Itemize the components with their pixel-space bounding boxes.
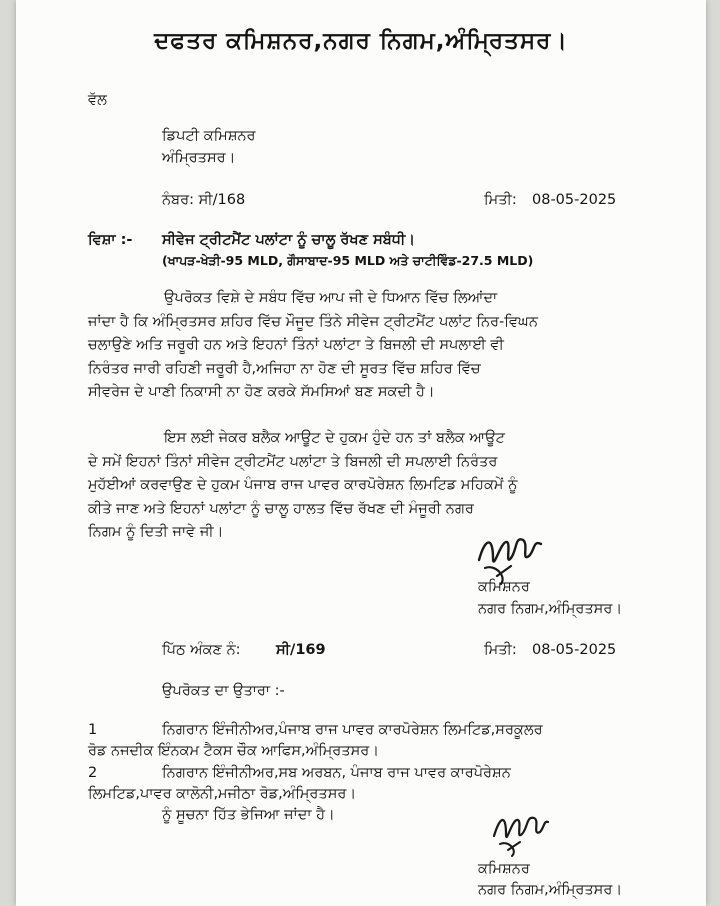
signature-mark <box>488 808 552 860</box>
signatory-title: ਕਮਿਸ਼ਨਰ <box>478 579 530 595</box>
letter-page <box>16 0 706 906</box>
paragraph-line: ਦੇ ਸਮੇਂ ਇਹਨਾਂ ਤਿੰਨਾਂ ਸੀਵੇਜ ਟ੍ਰੀਟਮੈਂਟ ਪਲਾਂਟਾ ਤੇ ਬਿਜਲੀ ਦੀ ਸਪਲਾਈ ਨਿਰੰਤਰ <box>88 453 498 470</box>
paragraph-line: ਨਿਰੰਤਰ ਜਾਰੀ ਰਹਿਣੀ ਜਰੂਰੀ ਹੈ,ਅਜਿਹਾ ਨਾ ਹੋਣ ਦੀ ਸੂਰਤ ਵਿੱਚ ਸ਼ਹਿਰ ਵਿੱਚ <box>88 360 481 377</box>
recipient-line: ਨਿਗਰਾਨ ਇੰਜੀਨੀਅਰ,ਸਬ ਅਰਬਨ, ਪੰਜਾਬ ਰਾਜ ਪਾਵਰ ਕਾਰਪੋਰੇਸ਼ਨ <box>162 765 511 781</box>
endorsement-number-label: ਪਿੱਠ ਅੰਕਣ ਨੰ: <box>162 642 241 658</box>
paragraph-line: ਸੀਵਰੇਜ ਦੇ ਪਾਣੀ ਨਿਕਾਸੀ ਨਾ ਹੋਣ ਕਰਕੇ ਸੱਮਸਿਆਂ ਬਣ ਸਕਦੀ ਹੈ। <box>88 384 435 400</box>
recipient-line: ਨਿਗਰਾਨ ਇੰਜੀਨੀਅਰ,ਪੰਜਾਬ ਰਾਜ ਪਾਵਰ ਕਾਰਪੋਰੇਸ਼ਨ ਲਿਮਟਿਡ,ਸਰਕੂਲਰ <box>162 722 543 738</box>
information-line: ਨੂੰ ਸੂਚਨਾ ਹਿੱਤ ਭੇਜਿਆ ਜਾਂਦਾ ਹੈ। <box>162 807 335 823</box>
recipient-number: 1 <box>88 722 98 738</box>
subject-detail: (ਖਾਪੜ-ਖੇੜੀ-95 MLD, ਗੌਸਾਬਾਦ-95 MLD ਅਤੇ ਚਾਟੀਵਿੰਡ-27.5 MLD) <box>162 253 534 268</box>
letter-date: 08-05-2025 <box>532 192 617 208</box>
signatory-title: ਕਮਿਸ਼ਨਰ <box>478 861 530 877</box>
addressee-line1: ਡਿਪਟੀ ਕਮਿਸ਼ਨਰ <box>162 128 256 144</box>
copy-forwarded-line: ਉਪਰੋਕਤ ਦਾ ਉਤਾਰਾ :- <box>162 683 285 699</box>
office-title: ਦਫਤਰ ਕਮਿਸ਼ਨਰ,ਨਗਰ ਨਿਗਮ,ਅੰਮ੍ਰਿਤਸਰ। <box>154 28 568 54</box>
paragraph-line: ਉਪਰੋਕਤ ਵਿਸ਼ੇ ਦੇ ਸਬੰਧ ਵਿੱਚ ਆਪ ਜੀ ਦੇ ਧਿਆਨ ਵਿੱਚ ਲਿਆਂਦਾ <box>164 290 498 306</box>
paragraph-line: ਨਿਗਮ ਨੂੰ ਦਿਤੀ ਜਾਵੇ ਜੀ। <box>88 524 224 540</box>
body-paragraph-1 <box>88 287 646 405</box>
endorsement-number: ਸੀ/169 <box>276 642 326 658</box>
body-paragraph-2 <box>88 427 646 545</box>
paragraph-line: ਕੀਤੇ ਜਾਣ ਅਤੇ ਇਹਨਾਂ ਪਲਾਂਟਾ ਨੂੰ ਚਾਲੂ ਹਾਲਤ ਵਿੱਚ ਰੱਖਣ ਦੀ ਮੰਜੂਰੀ ਨਗਰ <box>88 500 474 517</box>
recipient-line: ਰੋਡ ਨਜਦੀਕ ਇੰਨਕਮ ਟੈਕਸ ਚੌਕ ਆਫਿਸ,ਅੰਮ੍ਰਿਤਸਰ। <box>88 743 379 759</box>
endorsement-date-label: ਮਿਤੀ: <box>484 642 517 658</box>
addressee-line2: ਅੰਮ੍ਰਿਤਸਰ। <box>162 150 236 166</box>
paragraph-line: ਇਸ ਲਈ ਜੇਕਰ ਬਲੈਕ ਆਊਟ ਦੇ ਹੁਕਮ ਹੁੰਦੇ ਹਨ ਤਾਂ ਬਲੈਕ ਆਊਟ <box>164 430 505 446</box>
paragraph-line: ਚਲਾਉਣੇ ਅਤਿ ਜਰੂਰੀ ਹਨ ਅਤੇ ਇਹਨਾਂ ਤਿੰਨਾਂ ਪਲਾਂਟਾ ਤੇ ਬਿਜਲੀ ਦੀ ਸਪਲਾਈ ਵੀ <box>88 337 504 353</box>
signatory-office: ਨਗਰ ਨਿਗਮ,ਅੰਮ੍ਰਿਤਸਰ। <box>478 601 623 617</box>
paragraph-line: ਜਾਂਦਾ ਹੈ ਕਿ ਅੰਮ੍ਰਿਤਸਰ ਸ਼ਹਿਰ ਵਿੱਚ ਮੌਜੂਦ ਤਿੰਨੇ ਸੀਵੇਜ ਟ੍ਰੀਟਮੈਂਟ ਪਲਾਂਟ ਨਿਰ-ਵਿਘਨ <box>88 313 538 330</box>
to-label: ਵੱਲ <box>88 92 107 108</box>
subject-label: ਵਿਸ਼ਾ :- <box>88 232 133 248</box>
subject-text: ਸੀਵੇਜ ਟ੍ਰੀਟਮੈਂਟ ਪਲਾਂਟਾ ਨੂੰ ਚਾਲੂ ਰੱਖਣ ਸਬੰਧੀ। <box>162 232 416 248</box>
signatory-office: ਨਗਰ ਨਿਗਮ,ਅੰਮ੍ਰਿਤਸਰ। <box>478 882 623 898</box>
recipient-number: 2 <box>88 765 98 781</box>
paragraph-line: ਮੁਹੱਈਆਂ ਕਰਵਾਉਣ ਦੇ ਹੁਕਮ ਪੰਜਾਬ ਰਾਜ ਪਾਵਰ ਕਾਰਪੋਰੇਸ਼ਨ ਲਿਮਟਿਡ ਮਹਿਕਮੇਂ ਨੂੰ <box>88 477 518 493</box>
date-label: ਮਿਤੀ: <box>484 192 517 208</box>
reference-number: ਨੰਬਰ: ਸੀ/168 <box>162 192 246 208</box>
recipient-line: ਲਿਮਟਿਡ,ਪਾਵਰ ਕਾਲੋਨੀ,ਮਜੀਠਾ ਰੋਡ,ਅੰਮ੍ਰਿਤਸਰ। <box>88 786 357 802</box>
endorsement-date: 08-05-2025 <box>532 642 617 658</box>
